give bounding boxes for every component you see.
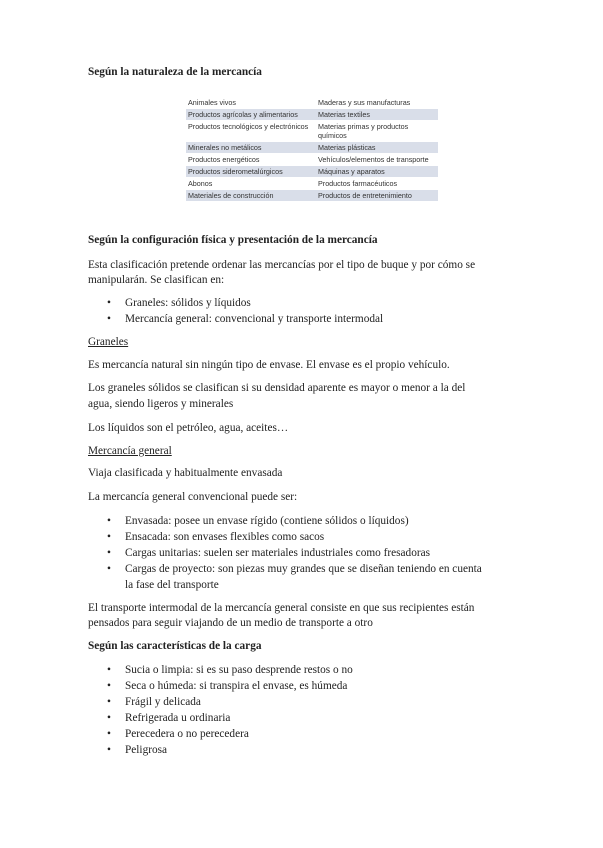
list-item: • Refrigerada u ordinaria: [107, 712, 231, 724]
bulk-general-list: [88, 295, 383, 327]
list-item: • Seca o húmeda: si transpira el envase, es húmeda: [107, 680, 348, 692]
intro-paragraph-line2: manipularán. Se clasifican en:: [88, 274, 225, 286]
table-row: [186, 166, 438, 178]
table-cell: Minerales no metálicos: [186, 142, 316, 154]
list-item-continuation: la fase del transporte: [125, 579, 219, 591]
graneles-paragraph-2-line1: Los graneles sólidos se clasifican si su densidad aparente es mayor o menor a la del: [88, 382, 466, 394]
list-item: • Perecedera o no perecedera: [107, 728, 249, 740]
table-cell: Productos energéticos: [186, 154, 316, 166]
table-row: [186, 178, 438, 190]
table-row: [186, 121, 438, 142]
bullet-icon: •: [107, 712, 111, 724]
table-cell: Materias primas y productos químicos: [316, 121, 438, 142]
table-row: [186, 190, 438, 202]
intro-paragraph-line1: Esta clasificación pretende ordenar las mercancías por el tipo de buque y por cómo se: [88, 259, 476, 271]
graneles-paragraph-2-line2: agua, siendo ligeros y minerales: [88, 398, 234, 410]
list-item: • Envasada: posee un envase rígido (contiene sólidos o líquidos): [107, 515, 409, 527]
table-cell: Vehículos/elementos de transporte: [316, 154, 438, 166]
mg-paragraph-2: La mercancía general convencional puede ser:: [88, 491, 298, 503]
table-cell: Materias plásticas: [316, 142, 438, 154]
bullet-icon: •: [107, 547, 111, 559]
table-cell: Máquinas y aparatos: [316, 166, 438, 178]
bullet-icon: •: [107, 664, 111, 676]
list-item: • Graneles: sólidos y líquidos: [107, 297, 251, 309]
table-cell: Productos siderometalúrgicos: [186, 166, 316, 178]
section-title-configuracion: Según la configuración física y presentación de la mercancía: [88, 234, 378, 246]
list-item: • Peligrosa: [107, 744, 168, 756]
section-title-naturaleza: Según la naturaleza de la mercancía: [88, 66, 262, 78]
list-item: • Ensacada: son envases flexibles como sacos: [107, 531, 325, 543]
bullet-icon: •: [107, 744, 111, 756]
bullet-icon: •: [107, 531, 111, 543]
general-cargo-types-list: [88, 513, 482, 593]
bullet-icon: •: [107, 313, 111, 325]
table-cell: Maderas y sus manufacturas: [316, 97, 438, 109]
table-row: [186, 154, 438, 166]
merchandise-table: [186, 97, 438, 202]
bullet-icon: •: [107, 696, 111, 708]
intermodal-paragraph-line2: pensados para seguir viajando de un medio de transporte a otro: [88, 617, 373, 629]
table-cell: Productos de entretenimiento: [316, 190, 438, 202]
list-item: • Cargas de proyecto: son piezas muy grandes que se diseñan teniendo en cuenta: [107, 563, 482, 575]
bullet-icon: •: [107, 728, 111, 740]
intermodal-paragraph-line1: El transporte intermodal de la mercancía general consiste en que sus recipientes están: [88, 602, 475, 614]
mg-paragraph-1: Viaja clasificada y habitualmente envasada: [88, 467, 283, 479]
table-cell: Abonos: [186, 178, 316, 190]
table-row: [186, 97, 438, 109]
graneles-paragraph-1: Es mercancía natural sin ningún tipo de envase. El envase es el propio vehículo.: [88, 359, 450, 371]
table-cell: Materiales de construcción: [186, 190, 316, 202]
table-cell: Materias textiles: [316, 109, 438, 121]
list-item: • Frágil y delicada: [107, 696, 201, 708]
table-cell: Productos tecnológicos y electrónicos: [186, 121, 316, 142]
bullet-icon: •: [107, 563, 111, 575]
graneles-paragraph-3: Los líquidos son el petróleo, agua, aceites…: [88, 422, 289, 434]
bullet-icon: •: [107, 297, 111, 309]
mercancia-general-heading: Mercancía general: [88, 445, 172, 457]
cargo-characteristics-list: [88, 662, 353, 758]
list-item: • Mercancía general: convencional y transporte intermodal: [107, 313, 384, 325]
list-item: • Sucia o limpia: si es su paso desprende restos o no: [107, 664, 353, 676]
bullet-icon: •: [107, 515, 111, 527]
list-item: • Cargas unitarias: suelen ser materiales industriales como fresadoras: [107, 547, 431, 559]
graneles-heading: Graneles: [88, 336, 129, 348]
section-title-caracteristicas: Según las características de la carga: [88, 640, 262, 652]
table-row: [186, 109, 438, 121]
table-cell: Productos farmacéuticos: [316, 178, 438, 190]
table-row: [186, 142, 438, 154]
table-cell: Productos agrícolas y alimentarios: [186, 109, 316, 121]
bullet-icon: •: [107, 680, 111, 692]
table-cell: Animales vivos: [186, 97, 316, 109]
